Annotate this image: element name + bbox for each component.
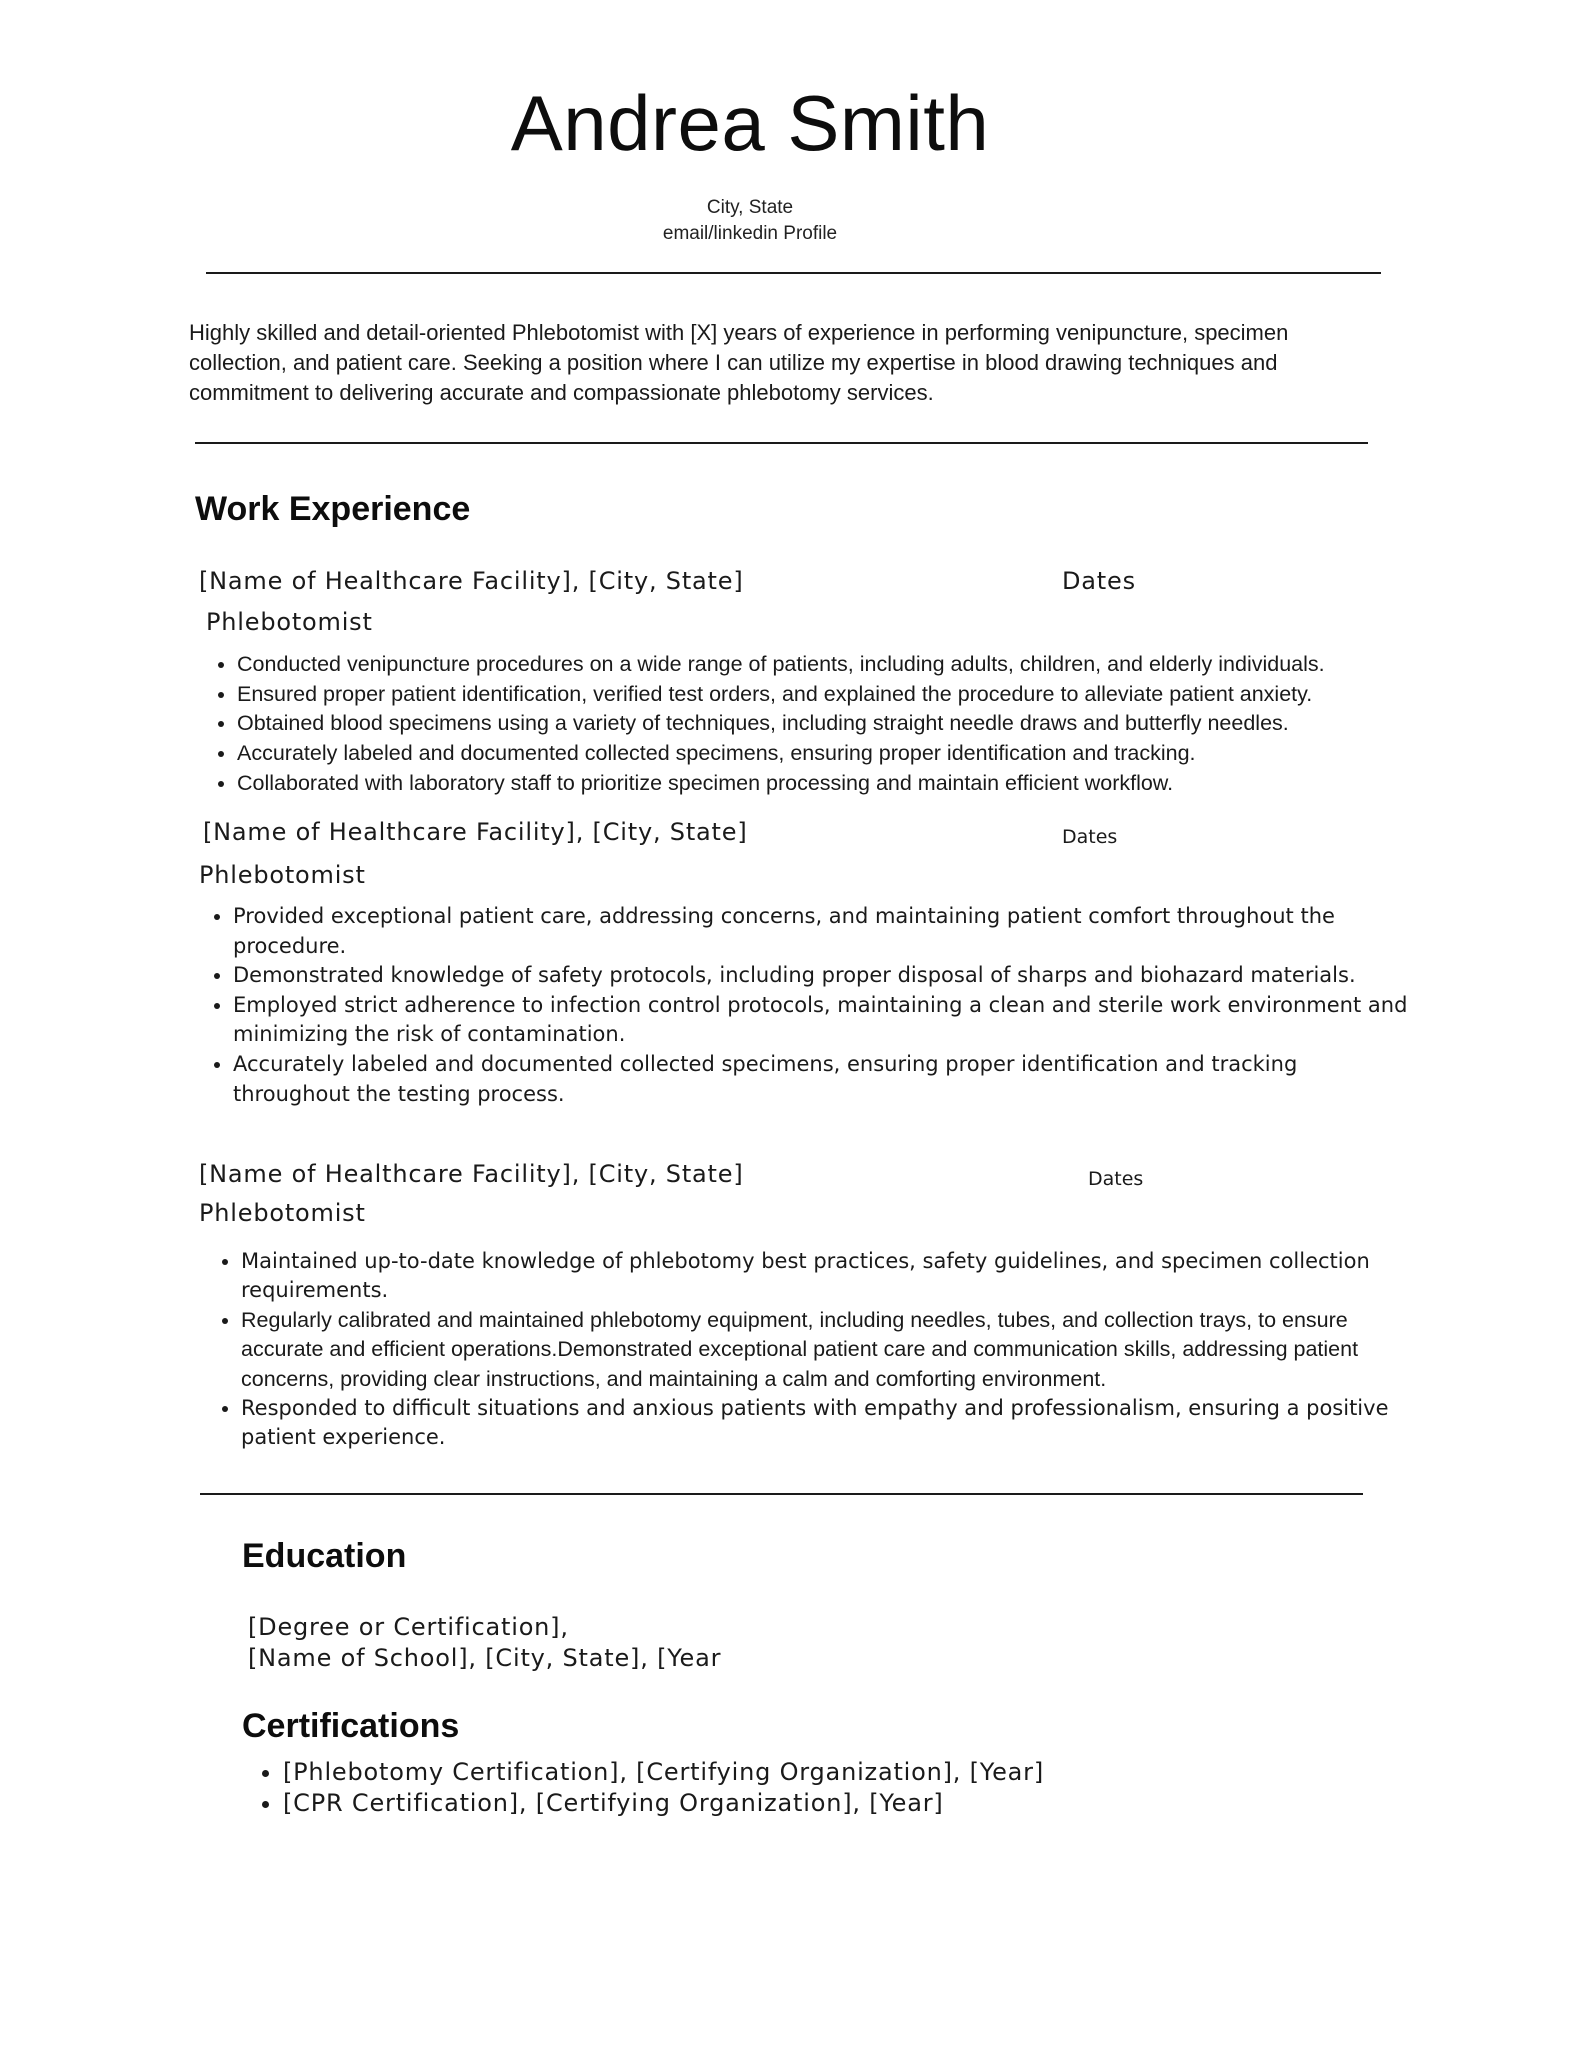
list-item: • Employed strict adherence to infection control protocols, maintaining a clean and sterile work environment and minimizing the risk of contamination. bbox=[233, 991, 1413, 1050]
job-1-dates: Dates bbox=[1062, 567, 1136, 595]
job-2-role: Phlebotomist bbox=[199, 861, 366, 889]
job-2-dates: Dates bbox=[1062, 826, 1118, 848]
job-1-role: Phlebotomist bbox=[206, 608, 373, 636]
job-3-bullets bbox=[197, 1247, 1411, 1453]
divider-experience bbox=[200, 1493, 1363, 1495]
list-item: • Demonstrated knowledge of safety protocols, including proper disposal of sharps and biohazard materials. bbox=[233, 961, 1413, 991]
summary: Highly skilled and detail-oriented Phlebotomist with [X] years of experience in performing venipuncture, specimen collection, and patient care. Seeking a position where I can utilize my expertise in blood drawing techniques and commitment to delivering accurate and compassionate phlebotomy services. bbox=[189, 320, 1289, 405]
candidate-name: Andrea Smith bbox=[510, 79, 990, 167]
list-item: • Collaborated with laboratory staff to prioritize specimen processing and maintain efficient workflow. bbox=[237, 769, 1437, 799]
list-item: • Accurately labeled and documented collected specimens, ensuring proper identification and tracking. bbox=[237, 739, 1437, 769]
contact-profile: email/linkedin Profile bbox=[662, 223, 838, 244]
list-item: • Maintained up-to-date knowledge of phlebotomy best practices, safety guidelines, and specimen collection requirements. bbox=[241, 1247, 1411, 1306]
job-1-bullets bbox=[193, 650, 1437, 799]
list-item: • Conducted venipuncture procedures on a wide range of patients, including adults, children, and elderly individuals. bbox=[237, 650, 1437, 680]
list-item: • Provided exceptional patient care, addressing concerns, and maintaining patient comfort throughout the procedure. bbox=[233, 902, 1413, 961]
list-item: • Accurately labeled and documented collected specimens, ensuring proper identification and tracking throughout the testing process. bbox=[233, 1050, 1413, 1109]
job-2-bullets bbox=[189, 902, 1413, 1109]
list-item: • Ensured proper patient identification, verified test orders, and explained the procedure to alleviate patient anxiety. bbox=[237, 680, 1437, 710]
certifications-heading: Certifications bbox=[242, 1707, 460, 1745]
job-3-dates: Dates bbox=[1088, 1168, 1144, 1190]
job-1-facility: [Name of Healthcare Facility], [City, State] bbox=[199, 567, 744, 595]
list-item: • [Phlebotomy Certification], [Certifying Organization], [Year] bbox=[283, 1757, 1183, 1788]
location: City, State bbox=[706, 197, 794, 218]
job-3-role: Phlebotomist bbox=[199, 1199, 366, 1227]
education-heading: Education bbox=[242, 1537, 407, 1575]
education-school: [Name of School], [City, State], [Year bbox=[248, 1644, 722, 1672]
list-item: • Regularly calibrated and maintained phlebotomy equipment, including needles, tubes, and collection trays, to ensure accurate and efficient operations.Demonstrated exceptional patient care and communication skills, addressing patient concerns, providing clear instructions, and maintaining a calm and comforting environment. bbox=[241, 1306, 1411, 1394]
work-experience-heading: Work Experience bbox=[195, 490, 471, 528]
list-item: • Responded to difficult situations and anxious patients with empathy and professionalism, ensuring a positive patient experience. bbox=[241, 1394, 1411, 1453]
divider-summary bbox=[195, 442, 1368, 444]
list-item: • Obtained blood specimens using a variety of techniques, including straight needle draws and butterfly needles. bbox=[237, 709, 1437, 739]
divider-header bbox=[206, 272, 1381, 274]
job-3-facility: [Name of Healthcare Facility], [City, State] bbox=[199, 1160, 744, 1188]
list-item: • [CPR Certification], [Certifying Organization], [Year] bbox=[283, 1788, 1183, 1819]
education-degree: [Degree or Certification], bbox=[248, 1613, 569, 1641]
certifications-list bbox=[239, 1757, 1183, 1819]
job-2-facility: [Name of Healthcare Facility], [City, State] bbox=[203, 818, 748, 846]
